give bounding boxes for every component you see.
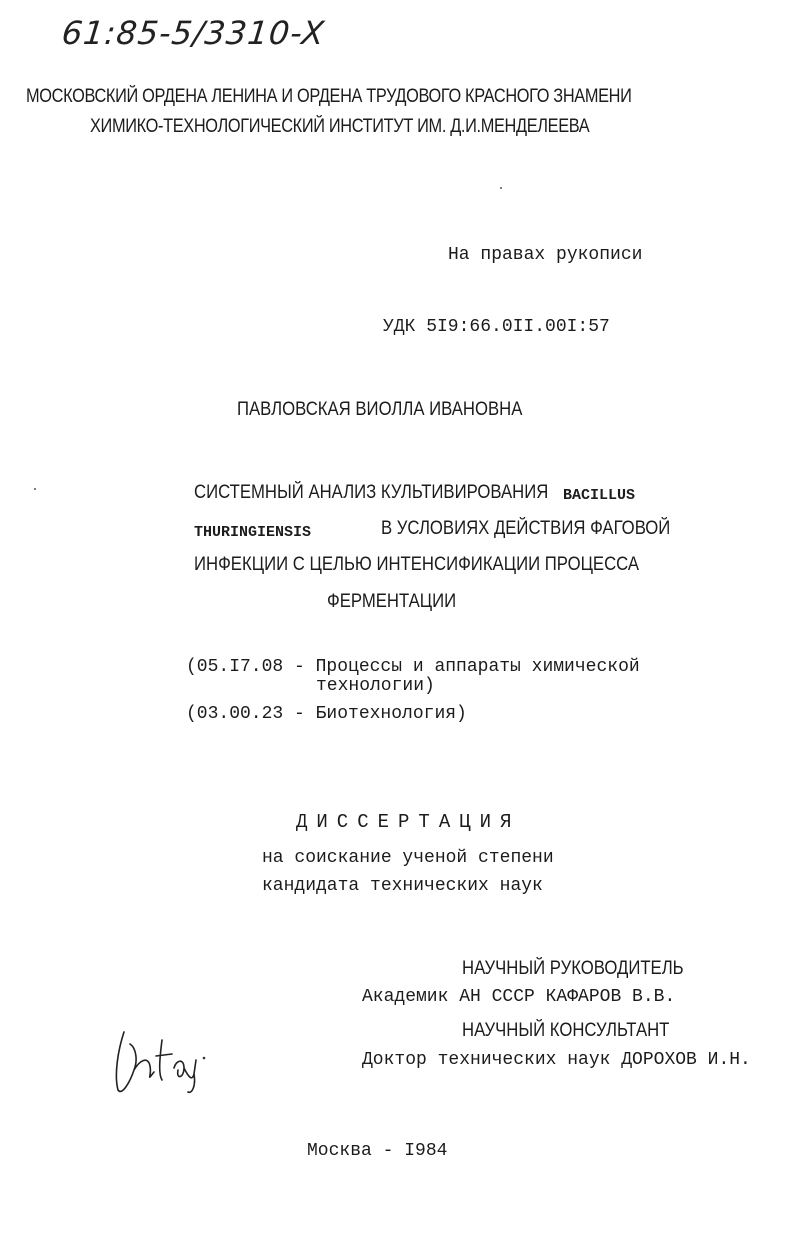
- archive-code: 61:85-5/3310-X: [60, 14, 327, 52]
- institute-line-2: ХИМИКО-ТЕХНОЛОГИЧЕСКИЙ ИНСТИТУТ ИМ. Д.И.МЕНДЕЛЕЕВА: [90, 116, 590, 137]
- speck: [34, 488, 36, 490]
- title-latin-thuringiensis: THURINGIENSIS: [194, 524, 312, 541]
- dissertation-heading: ДИССЕРТАЦИЯ: [296, 811, 521, 833]
- supervisor-name: Академик АН СССР КАФАРОВ В.В.: [362, 987, 676, 1007]
- consultant-name: Доктор технических наук ДОРОХОВ И.Н.: [362, 1050, 751, 1070]
- author-name: ПАВЛОВСКАЯ ВИОЛЛА ИВАНОВНА: [237, 399, 523, 420]
- speck: [500, 187, 502, 189]
- title-latin-bacillus: BACILLUS: [563, 487, 636, 504]
- udk-code: УДК 5I9:66.0II.00I:57: [383, 317, 610, 337]
- manuscript-rights: На правах рукописи: [448, 245, 643, 265]
- city-year: Москва - I984: [307, 1141, 448, 1161]
- institute-line-1: МОСКОВСКИЙ ОРДЕНА ЛЕНИНА И ОРДЕНА ТРУДОВОГО КРАСНОГО ЗНАМЕНИ: [26, 86, 632, 107]
- specialty-1-continued: технологии): [316, 676, 435, 696]
- signature-scribble: [104, 1020, 214, 1100]
- title-line-3: ИНФЕКЦИИ С ЦЕЛЬЮ ИНТЕНСИФИКАЦИИ ПРОЦЕССА: [194, 554, 640, 575]
- degree-line-2: кандидата технических наук: [262, 876, 543, 896]
- degree-line-1: на соискание ученой степени: [262, 848, 554, 868]
- title-line-4: ФЕРМЕНТАЦИИ: [327, 591, 457, 612]
- specialty-1: (05.I7.08 - Процессы и аппараты химической: [186, 657, 640, 677]
- specialty-2: (03.00.23 - Биотехнология): [186, 704, 467, 724]
- consultant-role: НАУЧНЫЙ КОНСУЛЬТАНТ: [462, 1020, 670, 1041]
- supervisor-role: НАУЧНЫЙ РУКОВОДИТЕЛЬ: [462, 958, 684, 979]
- title-line-2: В УСЛОВИЯХ ДЕЙСТВИЯ ФАГОВОЙ: [381, 518, 671, 539]
- title-line-1: СИСТЕМНЫЙ АНАЛИЗ КУЛЬТИВИРОВАНИЯ: [194, 482, 549, 503]
